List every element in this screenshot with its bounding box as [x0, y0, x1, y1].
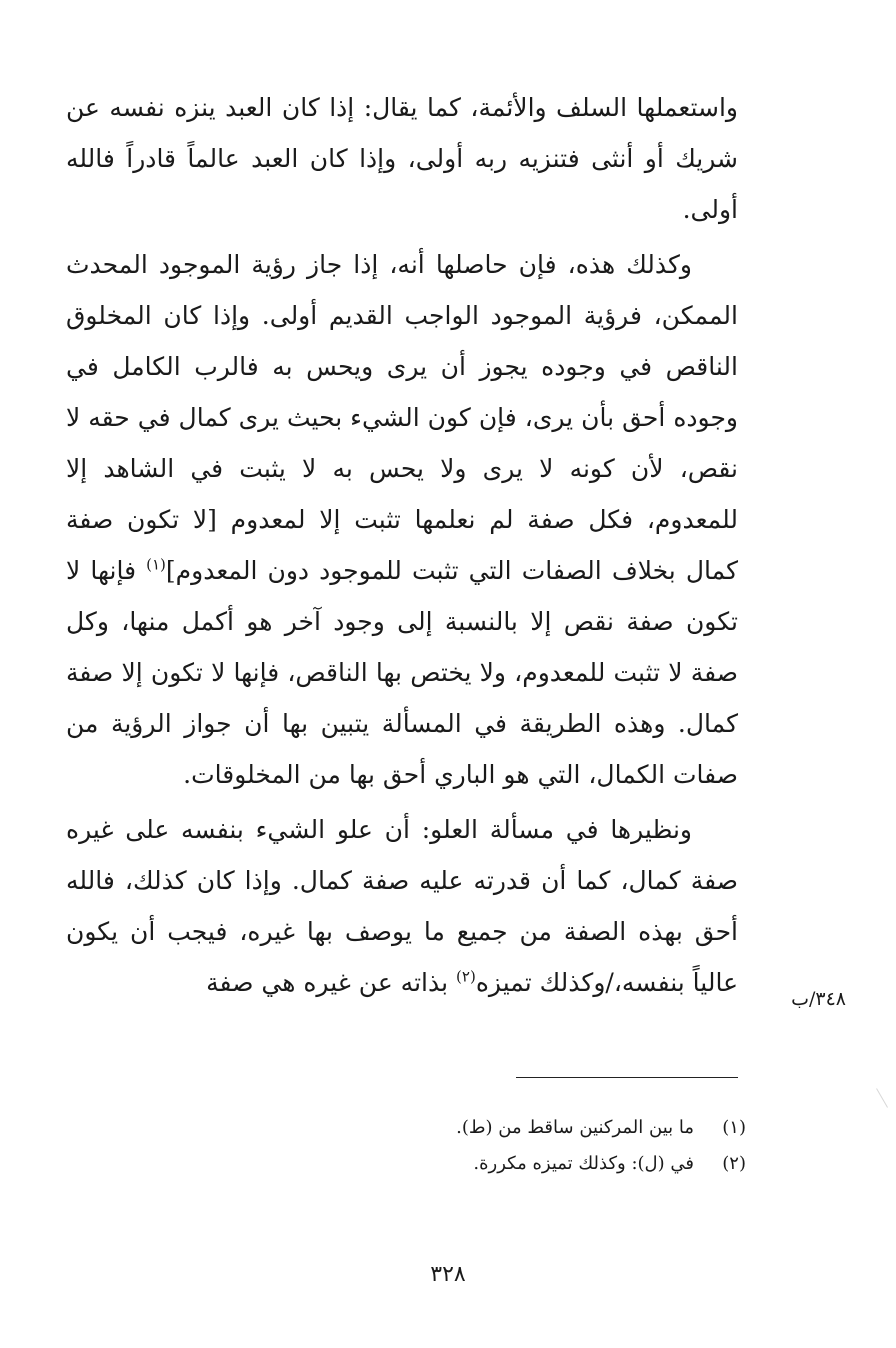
scan-artifact [876, 1084, 895, 1108]
page-number: ٣٢٨ [430, 1262, 466, 1287]
footnote-number: (١) [722, 1117, 746, 1138]
paragraph [66, 239, 738, 800]
paragraph-text: بذاته عن غيره هي صفة [206, 968, 457, 997]
footnote-text: في (ل): وكذلك تميزه مكررة. [473, 1153, 694, 1174]
manuscript-folio-marker: ٣٤٨/ب [791, 988, 846, 1010]
paragraph-text: وكذلك هذه، فإن حاصلها أنه، إذا جاز رؤية الموجود المحدث الممكن، فرؤية الموجود الواجب القديم أولى. وإذا كان المخلوق الناقص في وجوده يجوز أن يرى ويحس به فالرب الكامل في وجوده أحق بأن يرى، فإن كون الشيء بحيث يرى كمال في حقه لا نقص، لأن كونه لا يرى ولا يحس به لا يثبت في الشاهد إلا للمعدوم، فكل صفة لم نعلمها تثبت إلا لمعدوم [لا تكون صفة كمال بخلاف الصفات التي تثبت للموجود دون المعدوم] [66, 250, 738, 585]
footnote-number: (٢) [722, 1153, 746, 1174]
paragraph [66, 82, 738, 235]
footnote-text: ما بين المركنين ساقط من (ط). [456, 1117, 694, 1138]
paragraph-text: واستعملها السلف والأئمة، كما يقال: إذا كان العبد ينزه نفسه عن شريك أو أنثى فتنزيه ربه أولى، وإذا كان العبد عالماً قادراً فالله أولى. [66, 93, 738, 224]
footnote-marker: (١) [146, 555, 166, 574]
paragraph-text: ونظيرها في مسألة العلو: أن علو الشيء بنفسه على غيره صفة كمال، كما أن قدرته عليه صفة كمال. وإذا كان كذلك، فالله أحق بهذه الصفة من جميع ما يوصف بها غيره، فيجب أن يكون عالياً بنفسه،/وكذلك تميزه [66, 815, 738, 997]
main-text [66, 82, 738, 1008]
footnote-separator [516, 1077, 738, 1078]
paragraph-text: فإنها لا تكون صفة نقص إلا بالنسبة إلى وجود آخر هو أكمل منها، وكل صفة لا تثبت للمعدوم، ولا يختص بها الناقص، فإنها لا تكون إلا صفة كمال. وهذه الطريقة في المسألة يتبين بها أن جواز الرؤية من صفات الكمال، التي هو الباري أحق بها من المخلوقات. [66, 556, 738, 789]
footnote-marker: (٢) [456, 967, 476, 986]
footnote [126, 1110, 746, 1146]
footnotes [126, 1110, 746, 1182]
footnote [126, 1146, 746, 1182]
paragraph [66, 804, 738, 1008]
